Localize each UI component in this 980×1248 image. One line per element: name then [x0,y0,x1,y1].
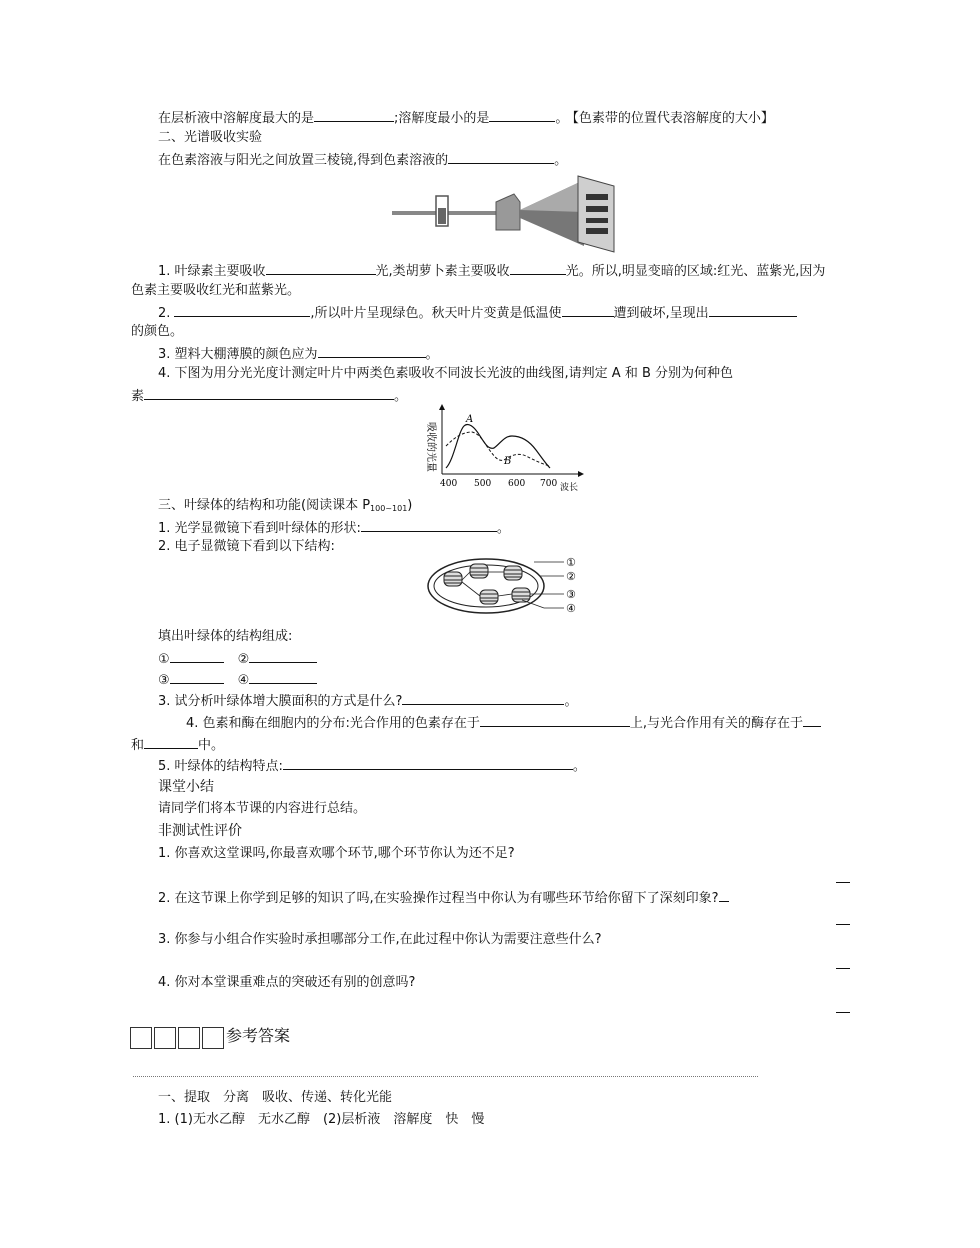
answer-line[interactable] [836,882,850,883]
answer-blank[interactable] [314,108,394,122]
x-tick-label: 600 [508,479,526,489]
series-B-line [446,432,550,466]
answer-blank[interactable] [249,649,317,663]
answer-blank[interactable] [144,735,198,749]
section-title-spectrum: 二、光谱吸收实验 [158,130,263,145]
decorative-box [154,1027,176,1049]
question-2-continued: 的颜色。 [131,324,184,339]
series-A-label: A [466,414,474,425]
x-tick-label: 700 [540,479,558,489]
chart-ylabel: 吸收的光量 [425,422,436,472]
question-4-continued: 素 。 [131,386,407,406]
dotted-divider [133,1076,758,1077]
answer-line[interactable] [836,1012,850,1013]
answer-blank[interactable] [480,713,630,727]
answer-blank[interactable] [170,670,224,684]
evaluation-question-2: 2. 在这节课上你学到足够的知识了吗,在实验操作过程当中你认为有哪些环节给你留下了深刻印象? [158,888,729,908]
prism-apparatus-figure [388,172,620,254]
answer-blank[interactable] [803,713,821,727]
structure-label-2: ② [566,570,576,583]
answer-blank[interactable] [144,386,394,400]
answer-blank[interactable] [283,756,573,770]
answer-blank[interactable] [448,150,554,164]
x-tick-label: 500 [474,479,492,489]
answer-header: 参考答案 [130,1024,290,1050]
answer-blank[interactable] [562,303,614,317]
answer-blank[interactable] [361,518,497,532]
structure-label-3: ③ [566,588,576,601]
summary-text: 请同学们将本节课的内容进行总结。 [158,801,367,816]
answer-blank[interactable] [266,261,376,275]
decorative-box [202,1027,224,1049]
evaluation-question-1: 1. 你喜欢这堂课吗,你最喜欢哪个环节,哪个环节你认为还不足? [158,846,515,861]
answer-blank[interactable] [170,649,224,663]
question-3: 3. 塑料大棚薄膜的颜色应为 。 [158,344,439,364]
fill-row-2: ③ ④ [158,670,317,690]
answer-blank[interactable] [174,303,310,317]
answer-blank[interactable] [709,303,797,317]
answer-blank[interactable] [249,670,317,684]
structure-label-4: ④ [566,602,576,615]
evaluation-question-3: 3. 你参与小组合作实验时承担哪部分工作,在此过程中你认为需要注意些什么? [158,932,602,947]
answer-line[interactable] [836,924,850,925]
fill-structure-title: 填出叶绿体的结构组成: [158,629,293,644]
evaluation-title: 非测试性评价 [158,823,242,839]
evaluation-question-4: 4. 你对本堂课重难点的突破还有别的创意吗? [158,975,416,990]
fill-row-1: ① ② [158,649,317,669]
answer-blank[interactable] [318,344,426,358]
x-tick-label: 400 [440,479,458,489]
question-2: 2. ,所以叶片呈现绿色。秋天叶片变黄是低温使 遭到破坏,呈现出 [158,303,797,323]
structure-label-1: ① [566,556,576,569]
chart-xlabel: 波长 [560,483,579,493]
question-1-continued: 色素主要吸收红光和蓝紫光。 [131,283,301,298]
section-title-chloroplast: 三、叶绿体的结构和功能(阅读课本 $P_{100\sim 101}$) [158,498,413,513]
question-line-solubility: 在层析液中溶解度最大的是 ;溶解度最小的是 。 【色素带的位置代表溶解度的大小】 [158,108,774,128]
answer-blank[interactable] [510,261,566,275]
question-4: 4. 下图为用分光光度计测定叶片中两类色素吸收不同波长光波的曲线图,请判定 A 和 B 分别为何种色 [158,366,734,381]
s3-question-1: 1. 光学显微镜下看到叶绿体的形状: 。 [158,518,510,538]
series-B-label: B [504,456,512,467]
s3-question-5: 5. 叶绿体的结构特点: 。 [158,756,586,776]
s3-question-2: 2. 电子显微镜下看到以下结构: [158,539,335,554]
answer-blank[interactable] [489,108,555,122]
answer-blank[interactable] [719,888,729,902]
decorative-box [130,1027,152,1049]
answer-line-2: 1. (1)无水乙醇 无水乙醇 (2)层析液 溶解度 快 慢 [158,1112,485,1127]
s3-question-4-continued: 和 中。 [131,735,224,755]
decorative-box [178,1027,200,1049]
summary-title: 课堂小结 [158,779,214,795]
question-1: 1. 叶绿素主要吸收 光,类胡萝卜素主要吸收 光。所以,明显变暗的区域:红光、蓝紫光,因为 [158,261,825,281]
s3-question-3: 3. 试分析叶绿体增大膜面积的方式是什么? 。 [158,691,577,711]
series-A-line [446,424,550,468]
question-line-prism: 在色素溶液与阳光之间放置三棱镜,得到色素溶液的 。 [158,150,567,170]
absorption-chart [418,402,590,494]
answer-line-1: 一、提取 分离 吸收、传递、转化光能 [158,1090,393,1105]
answer-blank[interactable] [402,691,564,705]
chloroplast-diagram [424,554,584,618]
answer-line[interactable] [836,968,850,969]
s3-question-4: 4. 色素和酶在细胞内的分布:光合作用的色素存在于 上,与光合作用有关的酶存在于 [186,713,821,733]
